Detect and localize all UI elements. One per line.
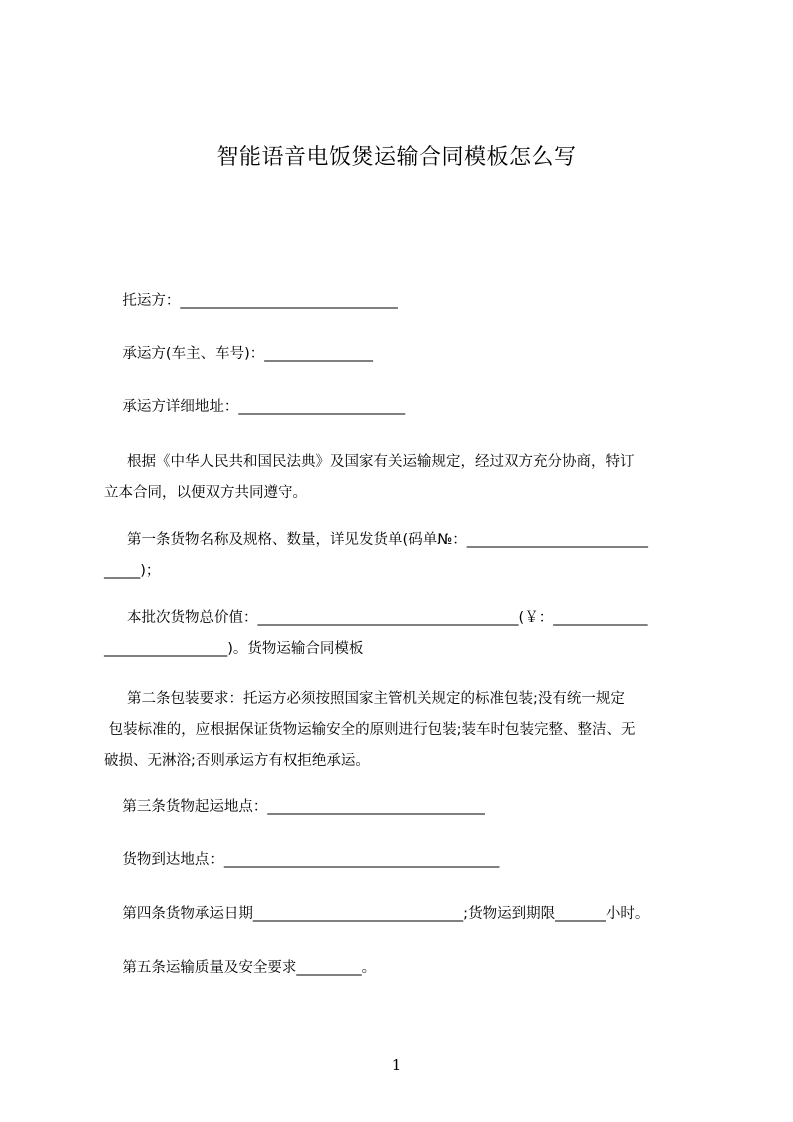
article-2-line-3: 破损、无淋浴;否则承运方有权拒绝承运。 <box>104 753 370 769</box>
total-value-paragraph <box>104 603 704 665</box>
carrier-line: 承运方(车主、车号)：_______________ <box>104 346 373 362</box>
article-1-line-1: 第一条货物名称及规格、数量，详见发货单(码单№：_________________________ <box>104 532 649 548</box>
carrier-address-line: 承运方详细地址：_______________________ <box>104 399 406 415</box>
article-3-origin-line: 第三条货物起运地点：______________________________ <box>104 799 485 815</box>
total-value-line-1: 本批次货物总价值：____________________________________(￥：_____________ <box>104 610 648 626</box>
article-1-line-2: _____)； <box>104 563 161 579</box>
page-number: 1 <box>391 1056 402 1074</box>
article-1-paragraph <box>104 525 704 587</box>
shipper-line: 托运方：______________________________ <box>104 293 398 309</box>
total-value-line-2: _________________)。货物运输合同模板 <box>104 641 364 657</box>
article-2-line-2: 包装标准的，应根据保证货物运输安全的原则进行包装;装车时包装完整、整洁、无 <box>104 722 636 738</box>
article-2-paragraph <box>104 684 704 777</box>
article-5-line: 第五条运输质量及安全要求_________。 <box>104 960 377 976</box>
intro-paragraph <box>104 447 704 509</box>
article-2-line-1: 第二条包装要求：托运方必须按照国家主管机关规定的标准包装;没有统一规定 <box>104 691 625 707</box>
intro-line-1: 根据《中华人民共和国民法典》及国家有关运输规定，经过双方充分协商，特订 <box>104 454 635 470</box>
document-title: 智能语音电饭煲运输合同模板怎么写 <box>216 145 577 170</box>
intro-line-2: 立本合同，以便双方共同遵守。 <box>104 485 307 501</box>
article-3-destination-line: 货物到达地点：______________________________________ <box>104 852 500 868</box>
article-4-line: 第四条货物承运日期_____________________________;货物运到期限_______小时。 <box>104 906 650 922</box>
